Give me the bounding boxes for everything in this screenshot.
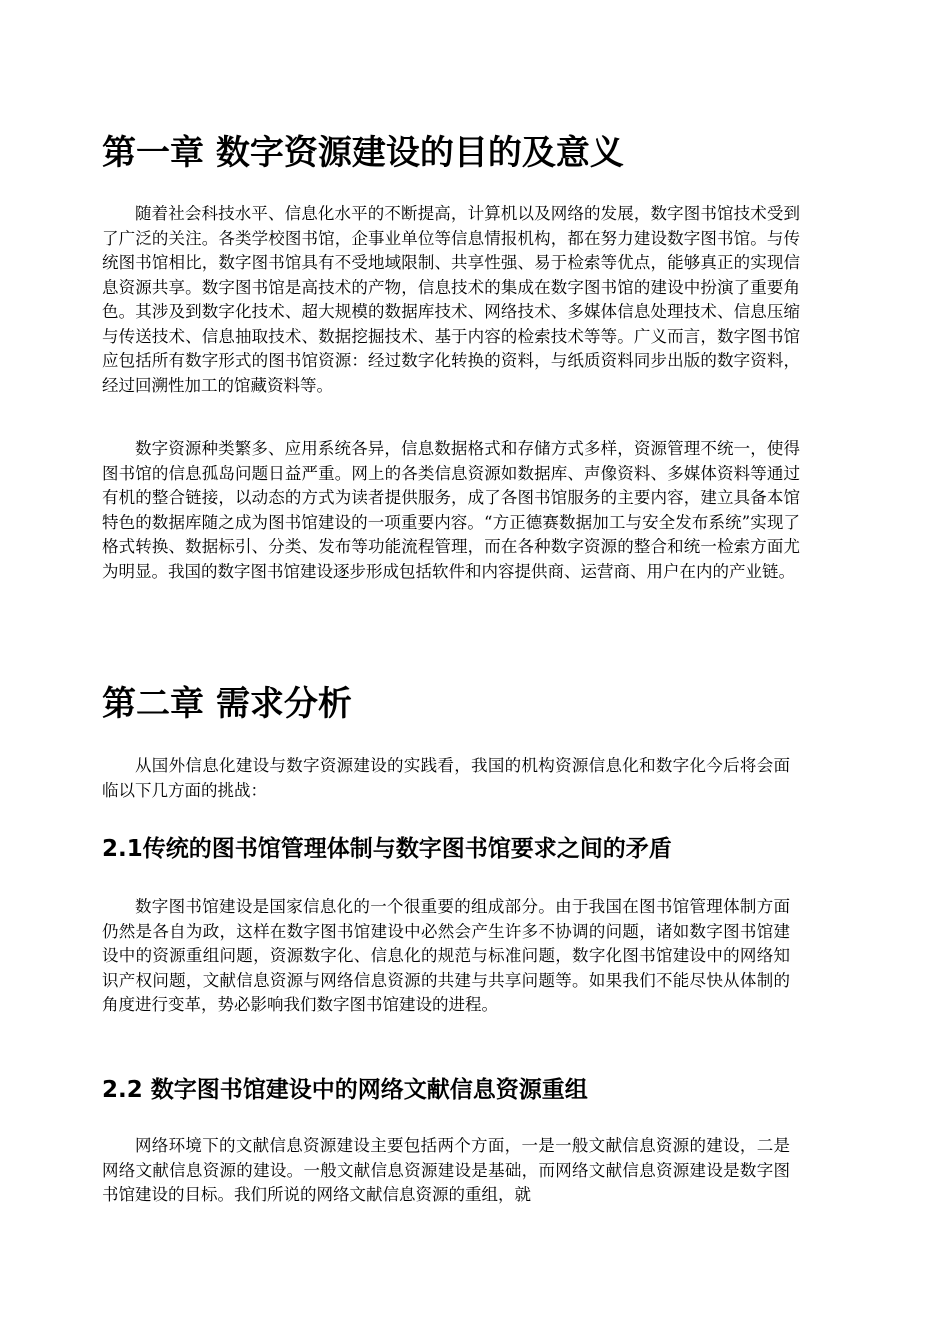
chapter-2-intro: 从国外信息化建设与数字资源建设的实践看，我国的机构资源信息化和数字化今后将会面临以下几方面的挑战： [102,756,790,800]
section-2-2-title: 2.2 数字图书馆建设中的网络文献信息资源重组 [102,1077,588,1103]
chapter-1-title: 第一章 数字资源建设的目的及意义 [102,133,624,173]
section-2-1-text: 数字图书馆建设是国家信息化的一个很重要的组成部分。由于我国在图书馆管理体制方面仍然是各自为政，这样在数字图书馆建设中必然会产生许多不协调的问题，诸如数字图书馆建设中的资源重组问题，资源数字化、信息化的规范与标准问题，数字化图书馆建设中的网络知识产权问题，文献信息资源与网络信息资源的共建与共享问题等。如果我们不能尽快从体制的角度进行变革，势必影响我们数字图书馆建设的进程。 [102,897,790,1014]
chapter-1-paragraph-1: 随着社会科技水平、信息化水平的不断提高，计算机以及网络的发展，数字图书馆技术受到了广泛的关注。各类学校图书馆，企事业单位等信息情报机构，都在努力建设数字图书馆。与传统图书馆相比，数字图书馆具有不受地域限制、共享性强、易于检索等优点，能够真正的实现信息资源共享。数字图书馆是高技术的产物，信息技术的集成在数字图书馆的建设中扮演了重要角色。其涉及到数字化技术、超大规模的数据库技术、网络技术、多媒体信息处理技术、信息压缩与传送技术、信息抽取技术、数据挖掘技术、基于内容的检索技术等等。广义而言，数字图书馆应包括所有数字形式的图书馆资源：经过数字化转换的资料，与纸质资料同步出版的数字资料，经过回溯性加工的馆藏资料等。 [102,204,800,395]
chapter-2-title: 第二章 需求分析 [102,684,352,724]
section-2-2-text: 网络环境下的文献信息资源建设主要包括两个方面，一是一般文献信息资源的建设，二是网络文献信息资源的建设。一般文献信息资源建设是基础，而网络文献信息资源建设是数字图书馆建设的目标。我们所说的网络文献信息资源的重组，就 [102,1136,790,1204]
section-2-1-title: 2.1传统的图书馆管理体制与数字图书馆要求之间的矛盾 [102,836,672,862]
chapter-1-paragraph-2: 数字资源种类繁多、应用系统各异，信息数据格式和存储方式多样，资源管理不统一，使得图书馆的信息孤岛问题日益严重。网上的各类信息资源如数据库、声像资料、多媒体资料等通过有机的整合链接，以动态的方式为读者提供服务，成了各图书馆服务的主要内容，建立具备本馆特色的数据库随之成为图书馆建设的一项重要内容。“方正德赛数据加工与安全发布系统”实现了格式转换、数据标引、分类、发布等功能流程管理，而在各种数字资源的整合和统一检索方面尤为明显。我国的数字图书馆建设逐步形成包括软件和内容提供商、运营商、用户在内的产业链。 [102,439,800,581]
